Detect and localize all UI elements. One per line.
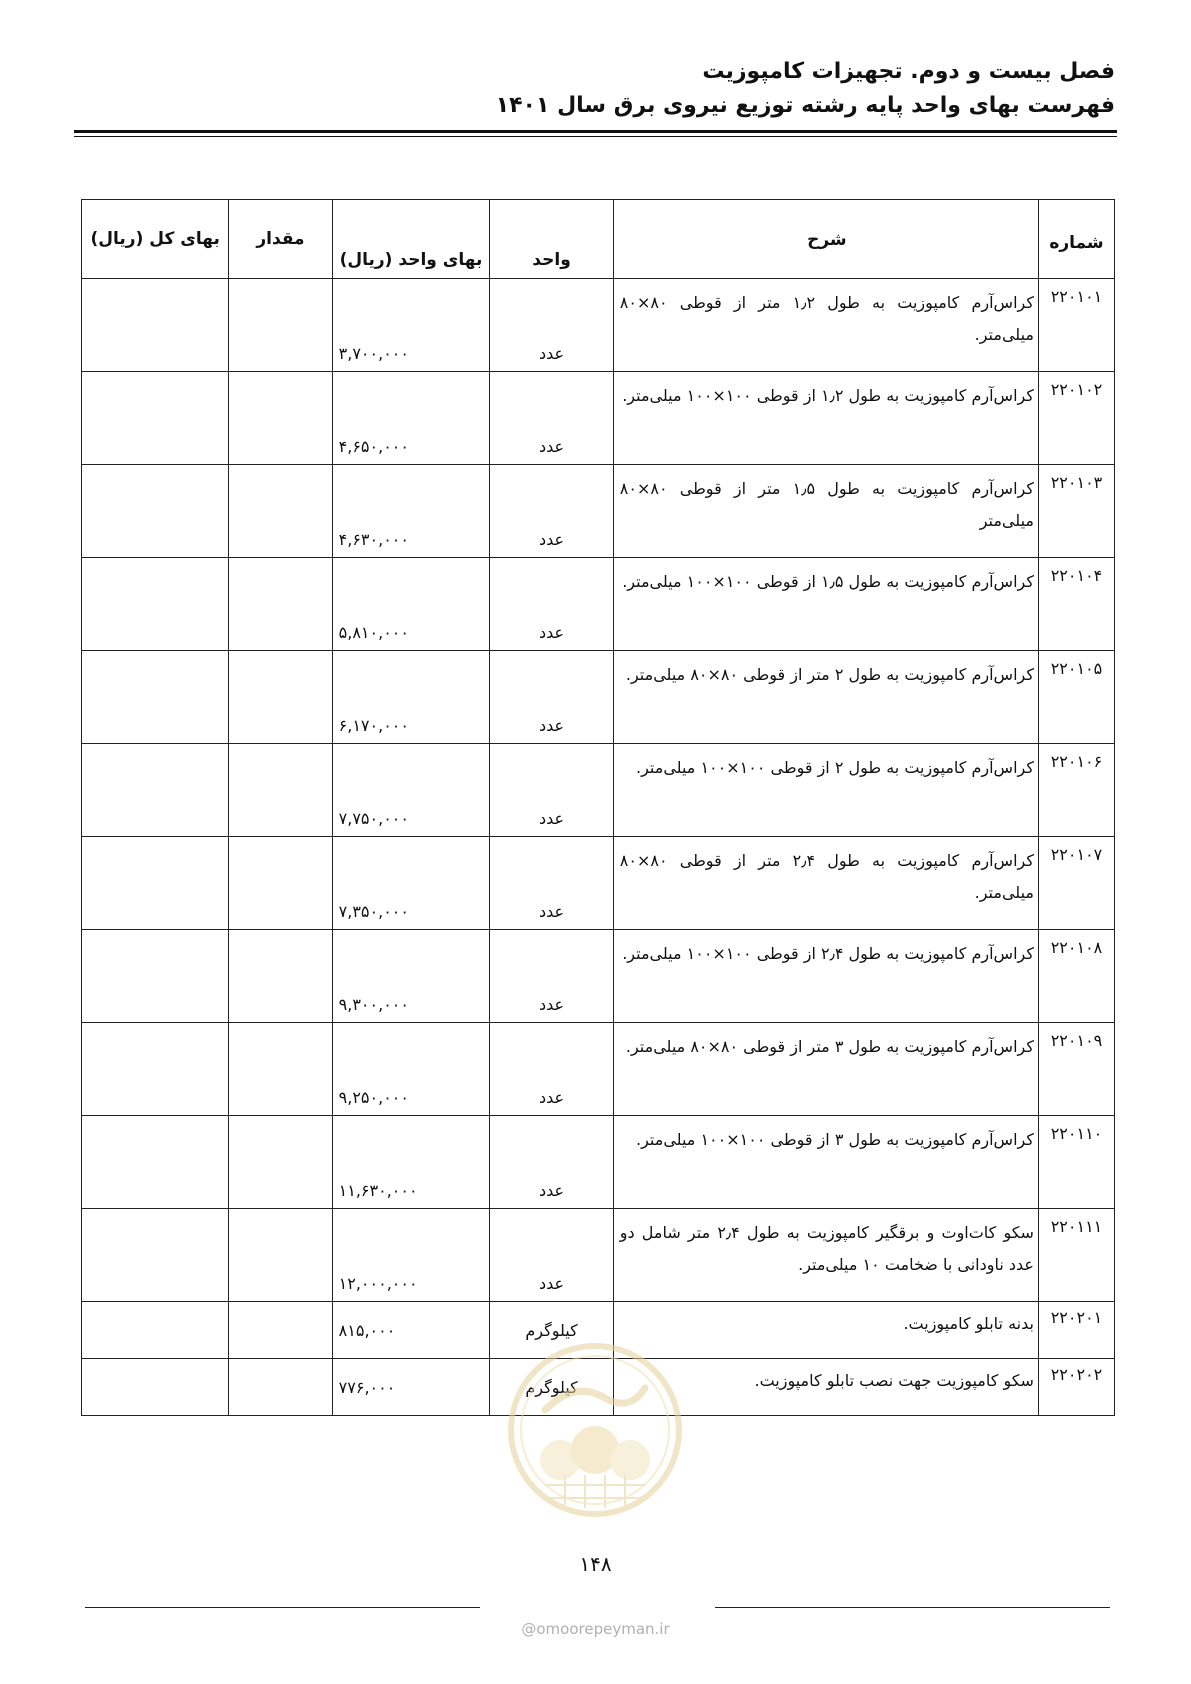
item-unit-price: ۴,۶۳۰,۰۰۰ xyxy=(332,465,490,558)
item-number: ۲۲۰۱۰۳ xyxy=(1038,465,1114,558)
item-quantity xyxy=(229,930,332,1023)
footer-rule-right xyxy=(715,1607,1110,1608)
item-description: کراس‌آرم کامپوزیت به طول ۲ از قوطی ۱۰۰×۱۰۰ میلی‌متر. xyxy=(613,744,1038,837)
item-description: کراس‌آرم کامپوزیت به طول ۱٫۵ متر از قوطی ۸۰×۸۰ میلی‌متر xyxy=(613,465,1038,558)
col-header-unit: واحد xyxy=(490,200,614,279)
document-subtitle: فهرست بهای واحد پایه رشته توزیع نیروی برق سال ۱۴۰۱ xyxy=(495,93,1115,118)
item-total-price xyxy=(82,837,229,930)
item-number: ۲۲۰۲۰۲ xyxy=(1038,1359,1114,1416)
item-unit-price: ۸۱۵,۰۰۰ xyxy=(332,1302,490,1359)
item-description: کراس‌آرم کامپوزیت به طول ۱٫۵ از قوطی ۱۰۰×۱۰۰ میلی‌متر. xyxy=(613,558,1038,651)
col-header-unit-price: بهای واحد (ریال) xyxy=(332,200,490,279)
item-number: ۲۲۰۱۰۱ xyxy=(1038,279,1114,372)
item-unit: عدد xyxy=(490,930,614,1023)
item-total-price xyxy=(82,1209,229,1302)
item-unit: کیلوگرم xyxy=(490,1302,614,1359)
table-row xyxy=(82,744,1115,837)
item-quantity xyxy=(229,1209,332,1302)
item-quantity xyxy=(229,651,332,744)
item-description: سکو کامپوزیت جهت نصب تابلو کامپوزیت. xyxy=(613,1359,1038,1416)
table-row xyxy=(82,372,1115,465)
item-unit-price: ۷,۷۵۰,۰۰۰ xyxy=(332,744,490,837)
item-total-price xyxy=(82,1023,229,1116)
item-quantity xyxy=(229,465,332,558)
item-unit: کیلوگرم xyxy=(490,1359,614,1416)
col-header-number: شماره xyxy=(1038,200,1114,279)
item-number: ۲۲۰۱۱۱ xyxy=(1038,1209,1114,1302)
table-row xyxy=(82,651,1115,744)
page-header xyxy=(76,55,1115,123)
col-header-description: شرح xyxy=(613,200,1038,279)
item-total-price xyxy=(82,744,229,837)
item-unit: عدد xyxy=(490,372,614,465)
item-total-price xyxy=(82,558,229,651)
table-header-row xyxy=(82,200,1115,279)
item-unit-price: ۹,۳۰۰,۰۰۰ xyxy=(332,930,490,1023)
item-quantity xyxy=(229,1302,332,1359)
item-unit: عدد xyxy=(490,744,614,837)
table-row xyxy=(82,1023,1115,1116)
item-total-price xyxy=(82,651,229,744)
item-description: کراس‌آرم کامپوزیت به طول ۲ متر از قوطی ۸۰×۸۰ میلی‌متر. xyxy=(613,651,1038,744)
item-quantity xyxy=(229,1116,332,1209)
col-header-quantity: مقدار xyxy=(229,200,332,279)
table-row xyxy=(82,1116,1115,1209)
item-total-price xyxy=(82,372,229,465)
item-description: کراس‌آرم کامپوزیت به طول ۱٫۲ متر از قوطی ۸۰×۸۰ میلی‌متر. xyxy=(613,279,1038,372)
item-description: بدنه تابلو کامپوزیت. xyxy=(613,1302,1038,1359)
footer-site-handle: @omoorepeyman.ir xyxy=(521,1620,670,1638)
table-row xyxy=(82,465,1115,558)
item-unit: عدد xyxy=(490,1023,614,1116)
item-number: ۲۲۰۱۰۷ xyxy=(1038,837,1114,930)
item-unit-price: ۷۷۶,۰۰۰ xyxy=(332,1359,490,1416)
item-total-price xyxy=(82,1116,229,1209)
col-header-total-price: بهای کل (ریال) xyxy=(82,200,229,279)
item-description: سکو کات‌اوت و برقگیر کامپوزیت به طول ۲٫۴ متر شامل دو عدد ناودانی با ضخامت ۱۰ میلی‌متر. xyxy=(613,1209,1038,1302)
item-total-price xyxy=(82,1302,229,1359)
table-row xyxy=(82,558,1115,651)
chapter-title: فصل بیست و دوم. تجهیزات کامپوزیت xyxy=(702,59,1115,84)
item-number: ۲۲۰۱۰۴ xyxy=(1038,558,1114,651)
item-unit: عدد xyxy=(490,558,614,651)
header-rule-thick xyxy=(74,130,1117,133)
item-total-price xyxy=(82,1359,229,1416)
item-total-price xyxy=(82,465,229,558)
item-unit-price: ۹,۲۵۰,۰۰۰ xyxy=(332,1023,490,1116)
item-quantity xyxy=(229,1359,332,1416)
item-unit: عدد xyxy=(490,465,614,558)
table-row xyxy=(82,837,1115,930)
item-unit-price: ۴,۶۵۰,۰۰۰ xyxy=(332,372,490,465)
item-unit: عدد xyxy=(490,837,614,930)
price-table xyxy=(81,199,1115,1416)
item-quantity xyxy=(229,372,332,465)
item-total-price xyxy=(82,930,229,1023)
item-number: ۲۲۰۱۰۹ xyxy=(1038,1023,1114,1116)
table-row xyxy=(82,1209,1115,1302)
item-unit-price: ۳,۷۰۰,۰۰۰ xyxy=(332,279,490,372)
item-unit: عدد xyxy=(490,279,614,372)
table-row xyxy=(82,279,1115,372)
item-unit-price: ۵,۸۱۰,۰۰۰ xyxy=(332,558,490,651)
item-quantity xyxy=(229,279,332,372)
item-total-price xyxy=(82,279,229,372)
item-number: ۲۲۰۱۰۲ xyxy=(1038,372,1114,465)
item-quantity xyxy=(229,558,332,651)
item-unit-price: ۷,۳۵۰,۰۰۰ xyxy=(332,837,490,930)
item-unit-price: ۱۲,۰۰۰,۰۰۰ xyxy=(332,1209,490,1302)
omoorepeyman-logo-watermark xyxy=(505,1340,685,1520)
item-unit: عدد xyxy=(490,1116,614,1209)
item-number: ۲۲۰۱۰۸ xyxy=(1038,930,1114,1023)
item-description: کراس‌آرم کامپوزیت به طول ۳ از قوطی ۱۰۰×۱۰۰ میلی‌متر. xyxy=(613,1116,1038,1209)
item-unit: عدد xyxy=(490,651,614,744)
item-description: کراس‌آرم کامپوزیت به طول ۲٫۴ از قوطی ۱۰۰×۱۰۰ میلی‌متر. xyxy=(613,930,1038,1023)
footer-rule-left xyxy=(85,1607,480,1608)
table-row xyxy=(82,930,1115,1023)
header-rule-thin xyxy=(74,136,1117,137)
item-number: ۲۲۰۱۰۶ xyxy=(1038,744,1114,837)
item-number: ۲۲۰۲۰۱ xyxy=(1038,1302,1114,1359)
item-description: کراس‌آرم کامپوزیت به طول ۳ متر از قوطی ۸۰×۸۰ میلی‌متر. xyxy=(613,1023,1038,1116)
page-number: ۱۴۸ xyxy=(579,1552,612,1576)
item-number: ۲۲۰۱۱۰ xyxy=(1038,1116,1114,1209)
item-unit-price: ۶,۱۷۰,۰۰۰ xyxy=(332,651,490,744)
item-description: کراس‌آرم کامپوزیت به طول ۱٫۲ از قوطی ۱۰۰×۱۰۰ میلی‌متر. xyxy=(613,372,1038,465)
item-description: کراس‌آرم کامپوزیت به طول ۲٫۴ متر از قوطی ۸۰×۸۰ میلی‌متر. xyxy=(613,837,1038,930)
item-quantity xyxy=(229,837,332,930)
item-number: ۲۲۰۱۰۵ xyxy=(1038,651,1114,744)
item-unit-price: ۱۱,۶۳۰,۰۰۰ xyxy=(332,1116,490,1209)
item-unit: عدد xyxy=(490,1209,614,1302)
item-quantity xyxy=(229,1023,332,1116)
item-quantity xyxy=(229,744,332,837)
